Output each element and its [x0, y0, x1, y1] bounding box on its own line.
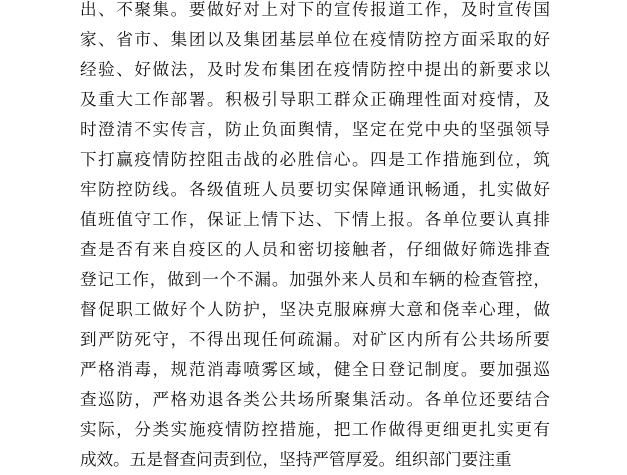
text-line: 实际，分类实施疫情防控措施，把工作做得更细更扎实更有	[80, 420, 550, 439]
text-line: 时澄清不实传言，防止负面舆情，坚定在党中央的坚强领导	[80, 120, 550, 139]
text-line: 查是否有来自疫区的人员和密切接触者，仔细做好筛选排查	[80, 240, 550, 259]
text-line: 下打赢疫情防控阻击战的必胜信心。四是工作措施到位，筑	[80, 150, 550, 169]
text-line: 牢防控防线。各级值班人员要切实保障通讯畅通，扎实做好	[80, 180, 550, 199]
text-line: 家、省市、集团以及集团基层单位在疫情防控方面采取的好	[80, 30, 550, 49]
text-line: 严格消毒，规范消毒喷雾区域，健全日登记制度。要加强巡	[80, 360, 550, 379]
text-line: 出、不聚集。要做好对上对下的宣传报道工作，及时宣传国	[80, 0, 550, 19]
text-line: 督促职工做好个人防护，坚决克服麻痹大意和侥幸心理，做	[80, 300, 550, 319]
text-line: 到严防死守，不得出现任何疏漏。对矿区内所有公共场所要	[80, 330, 550, 349]
document-body	[80, 0, 550, 475]
text-line: 及重大工作部署。积极引导职工群众正确理性面对疫情，及	[80, 90, 550, 109]
text-line: 登记工作，做到一个不漏。加强外来人员和车辆的检查管控，	[80, 270, 550, 289]
text-line: 成效。五是督查问责到位，坚持严管厚爱。组织部门要注重	[80, 450, 512, 469]
text-line: 经验、好做法，及时发布集团在疫情防控中提出的新要求以	[80, 60, 550, 79]
text-line: 查巡防，严格劝退各类公共场所聚集活动。各单位还要结合	[80, 390, 550, 409]
text-line: 值班值守工作，保证上情下达、下情上报。各单位要认真排	[80, 210, 550, 229]
